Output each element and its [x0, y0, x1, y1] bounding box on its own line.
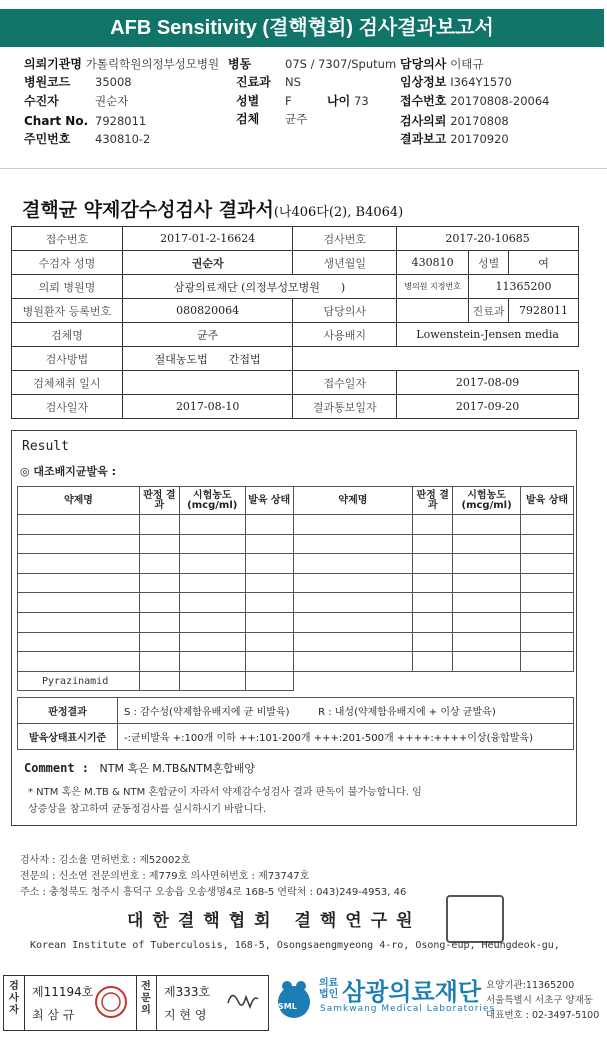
table-row	[18, 612, 574, 632]
document-title: 결핵균 약제감수성검사 결과서(나406다(2), B4064)	[22, 199, 404, 221]
dept-label: 진료과	[236, 75, 271, 89]
table-row: 의뢰 병원명 삼광의료재단 (의정부성모병원 ) 병의원 지정번호 11365200	[12, 275, 579, 299]
brand-name: 삼광의료재단	[342, 978, 482, 1006]
drug-table	[17, 486, 574, 691]
sex-label: 성별	[236, 94, 260, 108]
corp-label: 의료 법인	[319, 978, 339, 1000]
ward-label: 병동	[228, 57, 252, 71]
table-row	[18, 593, 574, 613]
lab-info: 요양기관:11365200 서울특별시 서초구 양재동 대표번호 : 02-3497-5100	[486, 980, 600, 1021]
chart-value: 7928011	[95, 114, 147, 128]
table-row: Pyrazinamid	[18, 671, 574, 691]
footer-tester: 검사자 : 김소율 면허번호 : 제52002호	[20, 855, 191, 866]
document-code: (나406다(2), B4064)	[273, 205, 404, 220]
dept-value: NS	[285, 75, 301, 89]
growth-legend: -:균비발육 +:100개 이하 ++:101-200개 +++:201-500개 ++++:++++이상(융합발육)	[118, 724, 574, 750]
chart-label: Chart No.	[24, 114, 89, 128]
footer-specialist: 전문의 : 신소연 전문의번호 : 제779호 의사면허번호 : 제73747호	[20, 871, 310, 882]
ward-value: 07S / 7307/Sputum	[285, 57, 397, 71]
table-row	[18, 554, 574, 574]
table-row: 검체명 균주 사용배지 Lowenstein-Jensen media	[12, 323, 579, 347]
table-header-row: 약제명 판정 결과 시험농도 (mcg/ml) 발육 상태 약제명 판정 결과 시험농도 (mcg/ml) 발육 상태	[18, 487, 574, 515]
table-row	[18, 632, 574, 652]
doctor-label: 담당의사	[400, 57, 447, 71]
request-label: 검사의뢰	[400, 114, 447, 128]
sml-logo-icon	[273, 978, 315, 1020]
request-value: 20170808	[450, 114, 509, 128]
table-row: 검사일자 2017-08-10 결과통보일자 2017-09-20	[12, 395, 579, 419]
report-label: 결과보고	[400, 132, 447, 146]
table-row: 판정결과 S : 감수성(약제함유배지에 균 비발육) R : 내성(약제함유배지에 + 이상 균발육)	[18, 698, 574, 724]
code-value: 35008	[95, 75, 132, 89]
comment-note: * NTM 혹은 M.TB & NTM 혼합균이 자라서 약제감수성검사 결과 판독이 불가능합니다. 임 상증상을 참고하여 균동정검사를 실시하시기 바랍니다.	[28, 787, 422, 815]
table-row: 발육상태표시기준 -:균비발육 +:100개 이하 ++:101-200개 +++:201-500개 ++++:++++이상(융합발육)	[18, 724, 574, 750]
institute-address: Korean Institute of Tuberculosis, 168-5, Osongsaengmyeong 4-ro, Osong-eup, Heungdeok-gu,	[30, 940, 560, 951]
code-label: 병원코드	[24, 75, 71, 89]
specimen-value: 균주	[285, 112, 308, 126]
tester-label: 검사자	[9, 981, 19, 1016]
table-row	[18, 652, 574, 672]
receipt-label: 접수번호	[400, 94, 447, 108]
sex-value: F	[285, 94, 292, 108]
age-value: 73	[354, 94, 369, 108]
table-row	[18, 515, 574, 535]
specialist-label: 전문의	[141, 981, 151, 1016]
legend-s: S : 감수성(약제함유배지에 균 비발육)	[124, 707, 290, 718]
patient-value: 권순자	[95, 94, 129, 108]
institute-seal	[446, 895, 504, 943]
doctor-value: 이태규	[450, 57, 484, 71]
legend-r: R : 내성(약제함유배지에 + 이상 균발육)	[318, 707, 496, 718]
receipt-value: 20170808-20064	[450, 94, 550, 108]
tester-name: 최 삼 규	[32, 1008, 75, 1022]
id-value: 430810-2	[95, 132, 151, 146]
hospital-value: 가톨릭학원의정부성모병원	[85, 57, 220, 71]
table-row	[18, 534, 574, 554]
clinic-value: I364Y1570	[450, 75, 512, 89]
table-row: 수검자 성명 권순자 생년월일 430810 성별 여	[12, 251, 579, 275]
table-row: 병원환자 등록번호 080820064 담당의사 진료과 7928011	[12, 299, 579, 323]
table-row: 접수번호 2017-01-2-16624 검사번호 2017-20-10685	[12, 227, 579, 251]
report-value: 20170920	[450, 132, 509, 146]
table-row: 검체채취 일시 접수일자 2017-08-09	[12, 371, 579, 395]
report-title: AFB Sensitivity (결핵협회) 검사결과보고서	[0, 9, 604, 47]
control-growth-label: ◎ 대조배지균발육 :	[20, 465, 117, 478]
sml-text: SML	[278, 1002, 297, 1011]
institute-name: 대한결핵협회 결핵연구원	[127, 911, 422, 931]
footer-address: 주소 : 충청북도 청주시 흥덕구 오송읍 오송생명4로 168-5 연락처 : 043)249-4953, 46	[20, 887, 407, 898]
hospital-label: 의뢰기관명	[24, 57, 82, 71]
specialist-signature	[222, 985, 262, 1015]
result-label: Result	[22, 439, 69, 454]
specimen-label: 검체	[236, 112, 260, 126]
tester-license: 제11194호	[32, 985, 94, 999]
specialist-name: 지 현 영	[164, 1008, 207, 1022]
id-label: 주민번호	[24, 132, 71, 146]
clinic-label: 임상정보	[400, 75, 447, 89]
age-label: 나이	[327, 94, 351, 108]
legend-table	[17, 697, 574, 750]
brand-english: Samkwang Medical Laboratories	[320, 1004, 496, 1014]
comment-text: NTM 혹은 M.TB&NTM혼합배양	[99, 762, 255, 775]
patient-label: 수진자	[24, 94, 59, 108]
specialist-license: 제333호	[164, 985, 211, 999]
patient-info-table	[11, 226, 579, 419]
table-row: 검사방법 절대농도법 간접법	[12, 347, 579, 371]
comment: Comment : NTM 혹은 M.TB&NTM혼합배양	[24, 761, 255, 775]
scan-divider	[0, 168, 607, 169]
tester-stamp	[94, 985, 128, 1019]
table-row	[18, 573, 574, 593]
